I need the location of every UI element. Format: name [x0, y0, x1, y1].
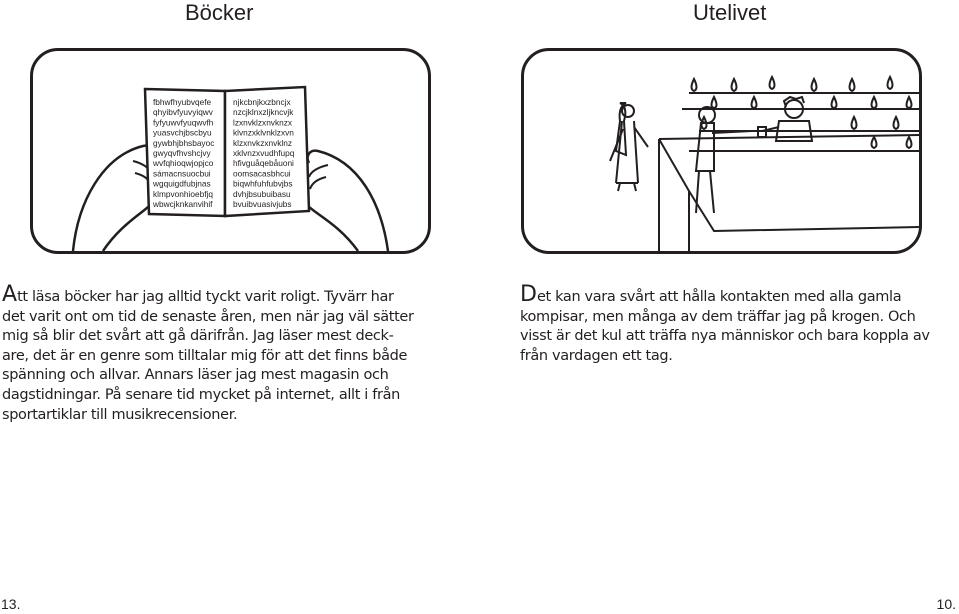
book-text-line: fyfyuwvfyuqwvfh	[153, 117, 214, 128]
bar-scene-illustration	[521, 48, 922, 254]
book-text-line: wvfqhioqwjopjco	[153, 158, 214, 169]
book-text-line: nzcjklnxzljkncvjk	[233, 107, 294, 118]
reading-book-icon	[33, 51, 428, 251]
text-line: tt läsa böcker har jag alltid tyckt varit roligt. Tyvärr har	[17, 289, 394, 305]
page-heading-nightlife: Utelivet	[693, 0, 767, 25]
nightlife-dropcap: D	[520, 282, 537, 307]
text-line: kompisar, men många av dem träffar jag på krogen. Och	[520, 308, 916, 325]
book-text-line: fbhwfhyubvqefe	[153, 97, 212, 107]
book-text-line: wbwcjknkanvihif	[153, 199, 213, 209]
text-line: sportartiklar till musikrecensioner.	[2, 406, 238, 423]
book-right-page-text	[233, 97, 295, 209]
book-text-line: oomsacasbhcui	[233, 168, 291, 179]
book-text-line: lzxnvklzxnvknzx	[233, 117, 293, 128]
reading-book-illustration	[30, 48, 431, 254]
book-text-line: sámacnsuocbui	[153, 168, 211, 179]
books-paragraph	[2, 282, 457, 425]
text-line: are, det är en genre som tilltalar mig för att det finns både	[2, 347, 408, 364]
bar-scene-icon	[524, 51, 919, 251]
text-line: et kan vara svårt att hålla kontakten med alla gamla	[536, 289, 902, 305]
book-text-line: klvnzxklvnklzxvn	[233, 127, 294, 138]
book-text-line: yuasvchjbscbyu	[153, 127, 212, 138]
text-line: från vardagen ett tag.	[520, 347, 673, 364]
book-text-line: qhyibvfyuvyiqwv	[153, 107, 213, 118]
text-line: spänning och allvar. Annars läser jag mest magasin och	[2, 367, 389, 384]
nightlife-paragraph	[520, 282, 959, 366]
book-text-line: klzxnvkzxnvklnz	[233, 137, 293, 148]
page-heading-books: Böcker	[185, 0, 254, 25]
text-line: visst är det kul att träffa nya människor och bara koppla av	[520, 328, 930, 345]
book-text-line: biqwhfuhfubvjbs	[233, 178, 293, 189]
book-text-line: njkcbnjkxzbncjx	[233, 97, 291, 107]
page-number-right: 10.	[936, 596, 956, 612]
text-line: mig så blir det svårt att gå därifrån. Jag läser mest deck-	[2, 328, 394, 345]
book-text-line: gywbhjbhsbayoc	[153, 137, 215, 148]
text-line: det varit ont om tid de senaste åren, men när jag väl sätter	[2, 308, 414, 325]
book-text-line: wgquigdfubjnas	[153, 178, 211, 189]
page-number-left: 13.	[1, 596, 21, 612]
book-text-line: klmpvonhioebfjq	[153, 188, 213, 199]
book-text-line: dvhjbsubuibasu	[233, 188, 291, 199]
book-text-line: hfivguåqebåuoni	[233, 158, 294, 169]
books-dropcap: A	[2, 282, 18, 307]
book-text-line: xklvnzxvudhfupq	[233, 148, 295, 158]
book-left-page-text	[152, 97, 214, 209]
book-text-line: bvuibvuasivjubs	[233, 199, 292, 209]
text-line: dagstidningar. På senare tid mycket på internet, allt i från	[2, 386, 400, 403]
book-text-line: gwyqvfhvshcjvy	[153, 148, 211, 158]
